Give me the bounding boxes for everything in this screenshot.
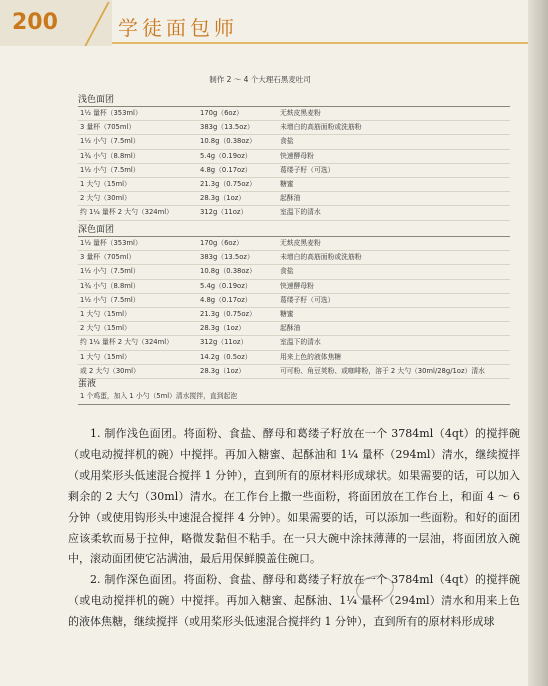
weight-cell: 170g（6oz） [200, 109, 243, 117]
weight-cell: 28.3g（1oz） [200, 324, 246, 333]
table-row [78, 150, 510, 164]
table-row [78, 308, 510, 322]
table-row [78, 280, 510, 294]
table-row [78, 192, 510, 206]
table-row [78, 164, 510, 178]
weight-cell: 10.8g（0.38oz） [200, 137, 256, 146]
ingredient-cell: 可可粉、角豆荚粉、或咖啡粉，溶于 2 大勺（30ml/28g/1oz）清水 [280, 366, 485, 375]
table-row [78, 351, 510, 365]
weight-cell: 28.3g（1oz） [200, 366, 246, 375]
volume-cell: 1¾ 小勺（8.8ml） [80, 281, 140, 290]
table-row [78, 251, 510, 265]
ingredient-cell: 室温下的清水 [280, 208, 321, 217]
volume-cell: 3 量杯（705ml） [80, 123, 136, 132]
weight-cell: 4.8g（0.17oz） [200, 165, 252, 174]
page-number: 200 [12, 10, 58, 35]
volume-cell: 3 量杯（705ml） [80, 253, 136, 262]
table-row [78, 237, 510, 251]
weight-cell: 10.8g（0.38oz） [200, 267, 256, 276]
table-row [78, 107, 510, 121]
weight-cell: 14.2g（0.5oz） [200, 352, 252, 361]
ingredient-cell: 未增白的高筋面粉或洗筋粉 [280, 253, 362, 262]
dark-dough-table [78, 237, 510, 379]
weight-cell: 170g（6oz） [200, 239, 243, 247]
table-row [78, 178, 510, 192]
volume-cell: 约 1¼ 量杯 2 大勺（324ml） [80, 338, 173, 347]
table-row [78, 265, 510, 279]
ingredient-cell: 用来上色的液体焦糖 [280, 352, 342, 361]
table-row [78, 135, 510, 149]
weight-cell: 312g（11oz） [200, 338, 248, 347]
volume-cell: 约 1¼ 量杯 2 大勺（324ml） [80, 208, 173, 217]
ingredient-cell: 起酥油 [280, 324, 301, 333]
volume-cell: 1½ 小勺（7.5ml） [80, 267, 140, 276]
table-row [78, 294, 510, 308]
ingredient-cell: 葛缕子籽（可选） [280, 165, 335, 174]
ingredient-cell: 快速酵母粉 [280, 281, 314, 290]
light-dough-table [78, 107, 510, 221]
volume-cell: 1 大勺（15ml） [80, 309, 131, 318]
ingredient-cell: 食盐 [280, 137, 294, 146]
weight-cell: 383g（13.5oz） [200, 253, 254, 262]
ingredient-cell: 无麸皮黑麦粉 [280, 239, 321, 247]
recipe-title: 制作 2 ～ 4 个大理石黑麦吐司 [209, 75, 311, 84]
volume-cell: 1½ 量杯（353ml） [80, 109, 142, 117]
ingredient-cell: 快速酵母粉 [280, 151, 314, 160]
ingredient-cell: 糖蜜 [280, 309, 294, 318]
header-rule [112, 42, 528, 44]
ingredient-cell: 糖蜜 [280, 179, 294, 188]
body-text [68, 424, 520, 633]
ingredient-cell: 室温下的清水 [280, 338, 321, 347]
weight-cell: 383g（13.5oz） [200, 123, 254, 132]
weight-cell: 21.3g（0.75oz） [200, 179, 256, 188]
page-header [0, 0, 528, 46]
dark-dough-heading: 深色面团 [78, 225, 115, 235]
ingredient-cell: 未增白的高筋面粉或洗筋粉 [280, 123, 362, 132]
volume-cell: 2 大勺（30ml） [80, 194, 131, 203]
step-1-paragraph: 1. 制作浅色面团。将面粉、食盐、酵母和葛缕子籽放在一个 3784ml（4qt）的搅拌碗（或电动搅拌机的碗）中搅拌。再加入糖蜜、起酥油和 1¼ 量杯（294ml）清水，继续搅拌（或用桨形头低速混合搅拌 1 分钟），直到所有的原材料形成球状。如果需要的话，可以加入剩余的 2 大勺（30ml）清水。在工作台上撒一些面粉，将面团放在工作台上，和面 4 ～ 6 分钟（或使用钩形头中速混合搅拌 4 分钟）。如果需要的话，可以添加一些面粉。和好的面团应该柔软而易于拉伸，略微发黏但不粘手。在一只大碗中涂抹薄薄的一层油，将面团放入碗中，滚动面团使它沾满油，最后用保鲜膜盖住碗口。 [68, 427, 520, 566]
ingredient-cell: 葛缕子籽（可选） [280, 295, 335, 304]
volume-cell: 1½ 量杯（353ml） [80, 239, 142, 247]
weight-cell: 312g（11oz） [200, 208, 248, 217]
egg-wash-text: 1 个鸡蛋，加入 1 小勺（5ml）清水搅拌，直到起泡 [80, 392, 238, 400]
section-rule [78, 404, 510, 405]
volume-cell: 1¾ 小勺（8.8ml） [80, 151, 140, 160]
weight-cell: 28.3g（1oz） [200, 194, 246, 203]
step-2-paragraph: 2. 制作深色面团。将面粉、食盐、酵母和葛缕子籽放在一个 3784ml（4qt）的搅拌碗（或电动搅拌机的碗）中搅拌。再加入糖蜜、起酥油、1¼ 量杯（294ml）清水和用来上色的液体焦糖，继续搅拌（或用桨形头低速混合搅拌约 1 分钟），直到所有的原材料形成球 [68, 573, 520, 629]
volume-cell: 1½ 小勺（7.5ml） [80, 137, 140, 146]
weight-cell: 5.4g（0.19oz） [200, 281, 252, 290]
weight-cell: 21.3g（0.75oz） [200, 309, 256, 318]
volume-cell: 2 大勺（15ml） [80, 324, 131, 333]
egg-wash-heading: 蛋液 [78, 379, 97, 389]
volume-cell: 1 大勺（15ml） [80, 179, 131, 188]
volume-cell: 1 大勺（15ml） [80, 352, 131, 361]
volume-cell: 1½ 小勺（7.5ml） [80, 295, 140, 304]
table-row [78, 365, 510, 379]
page-gutter [528, 0, 548, 686]
ingredient-cell: 食盐 [280, 267, 294, 276]
table-row [78, 206, 510, 220]
ingredient-cell: 起酥油 [280, 194, 301, 203]
book-title: 学徒面包师 [118, 16, 238, 40]
ingredient-cell: 无麸皮黑麦粉 [280, 109, 321, 117]
volume-cell: 或 2 大勺（30ml） [80, 366, 140, 375]
table-row [78, 322, 510, 336]
weight-cell: 5.4g（0.19oz） [200, 151, 252, 160]
volume-cell: 1½ 小勺（7.5ml） [80, 165, 140, 174]
weight-cell: 4.8g（0.17oz） [200, 295, 252, 304]
table-row [78, 336, 510, 350]
light-dough-heading: 浅色面团 [78, 95, 115, 105]
table-row [78, 121, 510, 135]
